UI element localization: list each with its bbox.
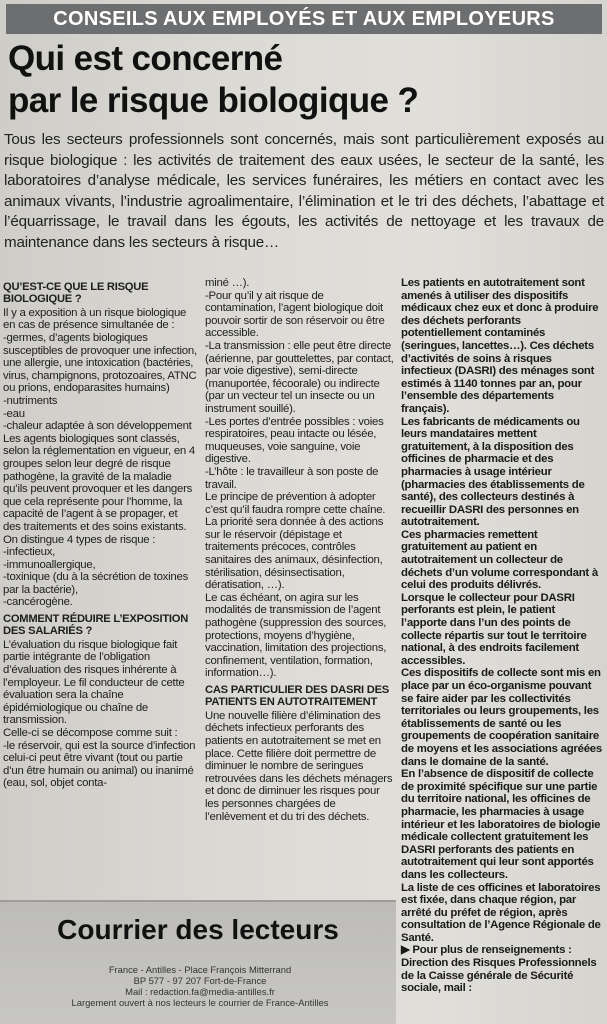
subheading-dasri: CAS PARTICULIER DES DASRI DES PATIENTS EN AUTOTRAITEMENT xyxy=(205,684,389,709)
subheading-risque-biologique: QU’EST-CE QUE LE RISQUE BIOLOGIQUE ? xyxy=(3,281,149,306)
paragraph: -toxinique (du à la sécrétion de toxines par la bactérie), xyxy=(3,571,189,596)
paragraph: Celle-ci se décompose comme suit : xyxy=(3,727,178,740)
paragraph: -nutriments xyxy=(3,394,58,407)
paragraph: -eau xyxy=(3,407,25,420)
paragraph: -Pour qu’il y ait risque de contamination, l’agent biologique doit pouvoir sortir de son réservoir ou être accessible. xyxy=(205,289,385,340)
paragraph: -cancérogène. xyxy=(3,596,73,609)
paragraph: On distingue 4 types de risque : xyxy=(3,533,156,546)
courrier-address xyxy=(40,964,360,1008)
paragraph: -germes, d’agents biologiques susceptibles de provoquer une infection, une allergie, une intoxication (bactéries, virus, champignons, protozoaires, ATNC ou prions, endoparasites humains) xyxy=(3,332,197,395)
paragraph: -L’hôte : le travailleur à son poste de travail. xyxy=(205,465,379,491)
courrier-title: Courrier des lecteurs xyxy=(57,914,339,945)
paragraph: Le cas échéant, on agira sur les modalités de transmission de l’agent pathogène (suppression des sources, protections, moyens d’hygiène, vaccination, limitation des projections, confinement, ventilation, formation, information…). xyxy=(205,591,387,680)
paragraph: miné …). xyxy=(205,277,250,289)
paragraph: Les agents biologiques sont classés, selon la réglementation en vigueur, en 4 groupes selon leur degré de risque pathogène, la gravité de la maladie qu’ils peuvent provoquer et les dangers que cela représente pour l’homme, la capacité de l’agent à se propager, et des traitements et des soins existants. xyxy=(3,432,196,533)
paragraph: -chaleur adaptée à son développement xyxy=(3,420,192,433)
address-line: Largement ouvert à nos lecteurs le courrier de France-Antilles xyxy=(71,997,329,1008)
paragraph: Ces pharmacies remettent gratuitement au patient en autotraitement un collecteur de déchets d’un volume correspondant à celui des produits délivrés. xyxy=(401,528,598,592)
paragraph: Les fabricants de médicaments ou leurs mandataires mettent gratuitement, à la disposition des officines de pharmacie et des pharmacies à usage intérieur (pharmacies des établissements de santé), des collecteurs destinés à recueillir DASRI des personnes en autotraitement. xyxy=(401,415,585,529)
paragraph: Une nouvelle filière d’élimination des déchets infectieux perforants des patients en autotraitement se met en place. Cette filière doit permettre de diminuer le nombre de seringues retrouvées dans les déchets ménagers et donc de diminuer les risques pour les personnes chargées de l’enlèvement et du tri des déchets. xyxy=(205,709,393,823)
paragraph: En l’absence de dispositif de collecte de proximité spécifique sur une partie du territoire national, les officines de pharmacie, les pharmacies à usage intérieur et les laboratoires de biologie médicale collectent gratuitement les DASRI perforants des patients en autotraitement qui leur sont apportés dans les collecteurs. xyxy=(401,768,601,881)
paragraph: Les patients en autotraitement sont amenés à utiliser des dispositifs médicaux chez eux et donc à produire des déchets perforants potentiellement contaminés (seringues, lancettes…). Ces déchets d’activités de soins à risques infectieux (DASRI) des ménages sont estimés à 1140 tonnes par an, pour l’ensemble des départements français). xyxy=(401,277,599,415)
paragraph: Le principe de prévention à adopter c’est qu’il faudra rompre cette chaîne. La priorité sera donnée à des actions sur le réservoir (dépistage et traitements précoces, contrôles sanitaires des animaux, désinfection, stérilisation, désinsectisation, dératisation, …). xyxy=(205,491,386,592)
paragraph: -Les portes d’entrée possibles : voies respiratoires, peau intacte ou lésée, muqueuses, voie sanguine, voie digestive. xyxy=(205,415,384,466)
paragraph: Lorsque le collecteur pour DASRI perforants est plein, le patient l’apporte dans l’un des points de collecte répartis sur tout le territoire national, à des endroits facilement accessibles. xyxy=(401,591,587,667)
subheading-reduire-exposition: COMMENT RÉDUIRE L’EXPOSITION DES SALARIÉS ? xyxy=(3,613,189,638)
column-3 xyxy=(401,277,603,995)
paragraph: -immunoallergique, xyxy=(3,558,96,571)
paragraph: -infectieux, xyxy=(3,546,56,559)
column-1 xyxy=(3,277,197,790)
paragraph: La liste de ces officines et laboratoires est fixée, dans chaque région, par arrêté du préfet de région, après consultation de l’Agence Régionale de Santé. xyxy=(401,881,601,944)
paragraph: -La transmission : elle peut être directe (aérienne, par gouttelettes, par contact, par voie digestive), semi-directe (manuportée, fécoorale) ou indirecte (par un vecteur tel un insecte ou un instrument souillé). xyxy=(205,339,394,415)
address-line: BP 577 - 97 207 Fort-de-France xyxy=(133,975,267,986)
section-banner: CONSEILS AUX EMPLOYÉS ET AUX EMPLOYEURS xyxy=(6,4,602,34)
paragraph: -le réservoir, qui est la source d’infection celui-ci peut être vivant (tout ou partie d’un être humain ou animal) ou inanimé (eau, sol, objet conta- xyxy=(3,739,196,790)
article-headline xyxy=(8,38,598,122)
headline-line-2: par le risque biologique ? xyxy=(8,81,419,120)
paragraph: L’évaluation du risque biologique fait partie intégrante de l’obligation d’évaluation des risques inhérente à l’employeur. Le fil conducteur de cette évaluation sera la chaîne épidémiologique ou chaîne de transmission. xyxy=(3,638,185,727)
renseignements-note: ▶ Pour plus de renseignements : Direction des Risques Professionnels de la Caisse générale de Sécurité sociale, mail : xyxy=(401,944,597,995)
article-lede: Tous les secteurs professionnels sont concernés, mais sont particulièrement exposés au risque biologique : les activités de traitement des eaux usées, le secteur de la santé, les laboratoires d’analyse médicale, les services funéraires, les métiers en contact avec les animaux vivants, l’industrie agroalimentaire, l’élimination et le tri des déchets, l’abattage et l’équarrissage, le travail dans les égouts, les activités de nettoyage et les travaux de maintenance dans les secteurs à risque… xyxy=(4,131,604,251)
email-line[interactable]: Mail : redaction.fa@media-antilles.fr xyxy=(125,986,275,997)
address-line: France - Antilles - Place François Mitterrand xyxy=(108,964,292,975)
paragraph: Il y a exposition à un risque biologique en cas de présence simultanée de : xyxy=(3,306,187,332)
courrier-des-lecteurs-box xyxy=(0,900,396,1024)
headline-line-1: Qui est concerné xyxy=(8,39,283,78)
column-2 xyxy=(205,277,395,823)
paragraph: Ces dispositifs de collecte sont mis en place par un éco-organisme pouvant se faire aider par les collectivités territoriales ou leurs groupements, les établissements de santé ou les groupements de coopération sanitaire de moyens et les associations agréées dans le domaine de la santé. xyxy=(401,667,602,768)
